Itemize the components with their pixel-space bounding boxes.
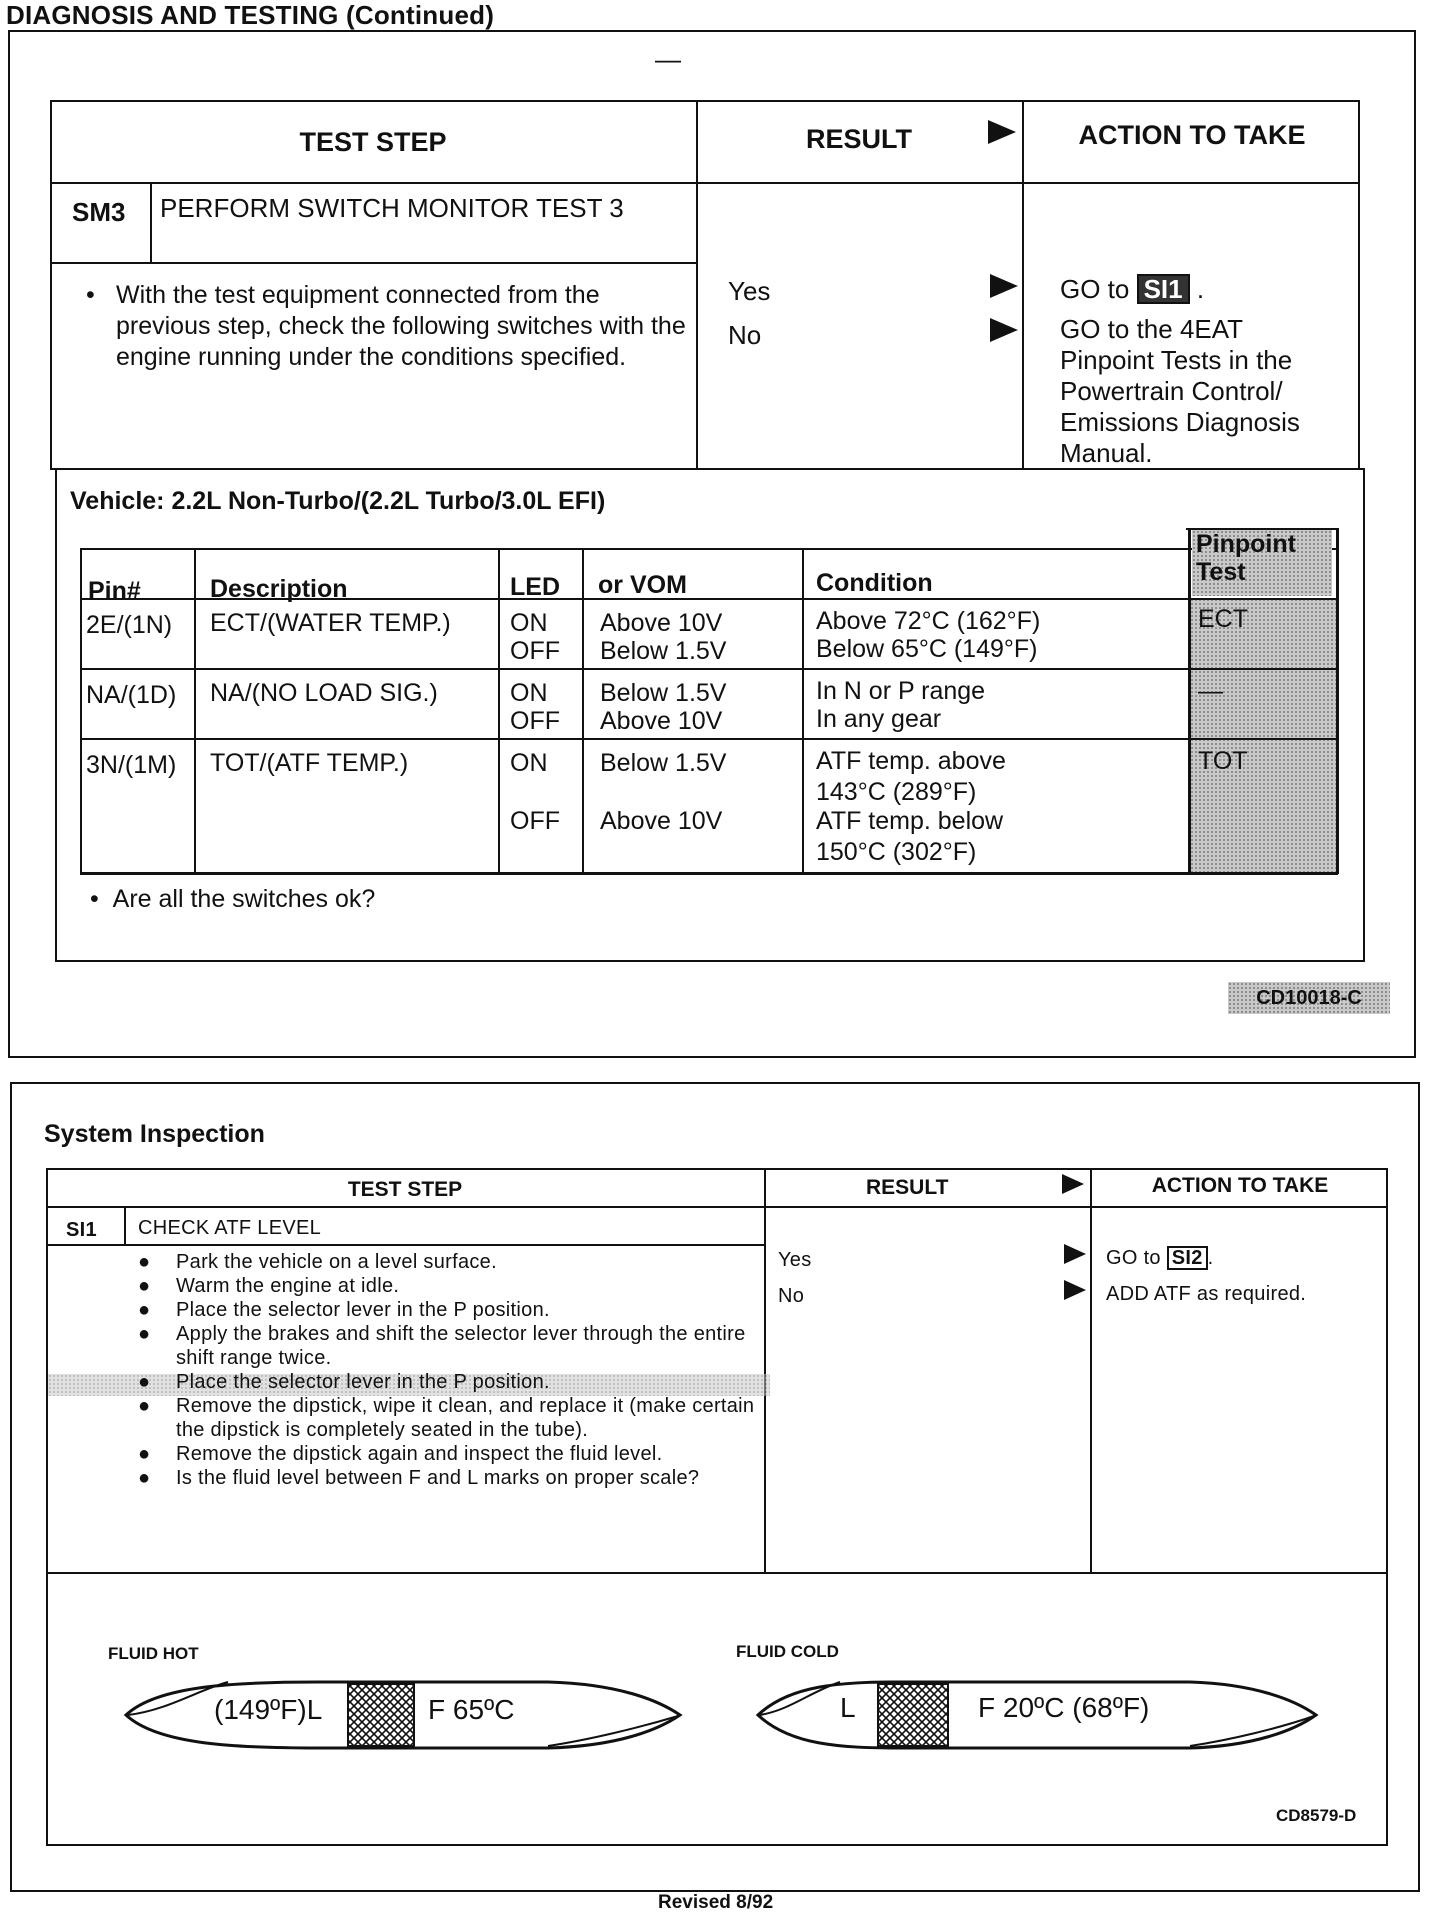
si-action-no: ADD ATF as required.	[1106, 1283, 1307, 1305]
row2-pin: NA/(1D)	[86, 681, 177, 709]
no-arrow-icon	[990, 318, 1018, 342]
si-no-arrow-icon	[1064, 1280, 1086, 1300]
fluid-cold-title: FLUID COLD	[736, 1642, 839, 1661]
row2-cond-2: In any gear	[816, 705, 942, 733]
dipstick-hot-icon	[118, 1670, 688, 1760]
action-yes	[1060, 274, 1204, 305]
result-header: RESULT	[806, 124, 912, 154]
row1-vom-2: Below 1.5V	[600, 637, 727, 665]
panel-dash: —	[655, 44, 681, 74]
row3-test: TOT	[1198, 747, 1248, 775]
si-action-yes-suffix: .	[1207, 1247, 1214, 1269]
si-step-item: ● Apply the brakes and shift the selector lever through the entire shift range twice.	[138, 1323, 746, 1369]
action-yes-prefix: GO to	[1060, 274, 1130, 304]
col-pin: Pin#	[88, 577, 141, 605]
si-action-yes-prefix: GO to	[1106, 1247, 1161, 1269]
row2-led-on: ON	[510, 679, 548, 707]
action-yes-suffix: .	[1196, 274, 1205, 304]
si-step-item: ● Remove the dipstick, wipe it clean, and replace it (make certain the dipstick is completely seated in the tube).	[138, 1395, 755, 1441]
row3-vom-2: Above 10V	[600, 807, 723, 835]
row3-cond-1: ATF temp. above 143°C (289°F)	[816, 747, 1006, 806]
si-step-item: ● Place the selector lever in the P position.	[138, 1299, 550, 1321]
section-title: System Inspection	[44, 1120, 265, 1148]
page-footer: Revised 8/92	[658, 1892, 774, 1913]
si-steps	[138, 1250, 758, 1490]
si-test-step-header: TEST STEP	[347, 1178, 463, 1201]
dipstick-cold-left: L	[840, 1692, 856, 1723]
row3-led-on: ON	[510, 749, 548, 777]
col-led: LED	[510, 573, 560, 601]
row2-vom-1: Below 1.5V	[600, 679, 727, 707]
row1-pin: 2E/(1N)	[86, 611, 173, 639]
step-instruction: • With the test equipment connected from the previous step, check the following switches with the engine running under the conditions specified.	[86, 281, 686, 371]
row2-led-off: OFF	[510, 707, 560, 735]
si-step-item: ● Is the fluid level between F and L marks on proper scale?	[138, 1467, 700, 1489]
row1-desc: ECT/(WATER TEMP.)	[210, 609, 451, 637]
row2-cond-1: In N or P range	[816, 677, 986, 705]
si2-reference[interactable]: SI2	[1167, 1246, 1208, 1270]
result-yes: Yes	[728, 276, 771, 306]
switch-table	[80, 528, 1338, 876]
col-vom: or VOM	[598, 571, 687, 599]
question-text: Are all the switches ok?	[112, 885, 376, 913]
instruction-text: With the test equipment connected from the previous step, check the following switches with the engine running under the conditions specified.	[116, 281, 686, 371]
si-action-header: ACTION TO TAKE	[1151, 1174, 1329, 1197]
si-step-title: CHECK ATF LEVEL	[138, 1217, 322, 1239]
si-action-yes	[1106, 1246, 1214, 1270]
row3-pin: 3N/(1M)	[86, 751, 177, 779]
si-yes-arrow-icon	[1064, 1244, 1086, 1264]
si-step-item: ● Warm the engine at idle.	[138, 1275, 400, 1297]
row1-cond-2: Below 65°C (149°F)	[816, 635, 1038, 663]
dipstick-cold-right: F 20ºC (68ºF)	[978, 1692, 1150, 1723]
dipstick-hot-left: (149ºF)L	[214, 1694, 323, 1725]
vehicle-label: Vehicle: 2.2L Non-Turbo/(2.2L Turbo/3.0L EFI)	[70, 487, 606, 515]
fluid-hot-title: FLUID HOT	[108, 1644, 199, 1663]
row1-test: ECT	[1198, 605, 1248, 633]
col-pinpoint-test: Pinpoint Test	[1192, 530, 1332, 596]
row3-cond-2: ATF temp. below 150°C (302°F)	[816, 807, 1004, 866]
result-no: No	[728, 320, 762, 350]
row1-cond-1: Above 72°C (162°F)	[816, 607, 1041, 635]
si-result-no: No	[778, 1285, 805, 1307]
si-result-arrow-icon	[1062, 1174, 1084, 1194]
si-step-item: ● Place the selector lever in the P position.	[138, 1371, 550, 1393]
question: • Are all the switches ok?	[90, 885, 376, 913]
row1-led-on: ON	[510, 609, 548, 637]
col-condition: Condition	[816, 569, 933, 597]
si-step-item: ● Remove the dipstick again and inspect the fluid level.	[138, 1443, 663, 1465]
row2-vom-2: Above 10V	[600, 707, 723, 735]
si-step-id: SI1	[66, 1219, 97, 1241]
step-id: SM3	[72, 197, 126, 227]
si-result-header: RESULT	[866, 1176, 949, 1199]
action-header: ACTION TO TAKE	[1078, 120, 1306, 150]
action-no: GO to the 4EAT Pinpoint Tests in the Powertrain Control/ Emissions Diagnosis Manual.	[1060, 314, 1300, 468]
si-step-item: ● Park the vehicle on a level surface.	[138, 1251, 497, 1273]
figure-code-si: CD8579-D	[1276, 1806, 1357, 1825]
row1-led-off: OFF	[510, 637, 560, 665]
row3-led-off: OFF	[510, 807, 560, 835]
yes-arrow-icon	[990, 274, 1018, 298]
si-result-yes: Yes	[778, 1249, 812, 1271]
row2-desc: NA/(NO LOAD SIG.)	[210, 679, 438, 707]
si1-reference[interactable]: SI1	[1137, 274, 1190, 304]
dipstick-hot-right: F 65ºC	[428, 1694, 515, 1725]
figure-code-sm3: CD10018-C	[1228, 982, 1390, 1014]
row3-vom-1: Below 1.5V	[600, 749, 727, 777]
test-step-header: TEST STEP	[299, 127, 447, 157]
step-title: PERFORM SWITCH MONITOR TEST 3	[160, 193, 624, 223]
row1-vom-1: Above 10V	[600, 609, 723, 637]
row3-desc: TOT/(ATF TEMP.)	[210, 749, 409, 777]
result-arrow-icon	[988, 120, 1016, 144]
row2-test: —	[1198, 677, 1223, 705]
page-title: DIAGNOSIS AND TESTING (Continued)	[6, 0, 495, 30]
col-description: Description	[210, 575, 348, 603]
